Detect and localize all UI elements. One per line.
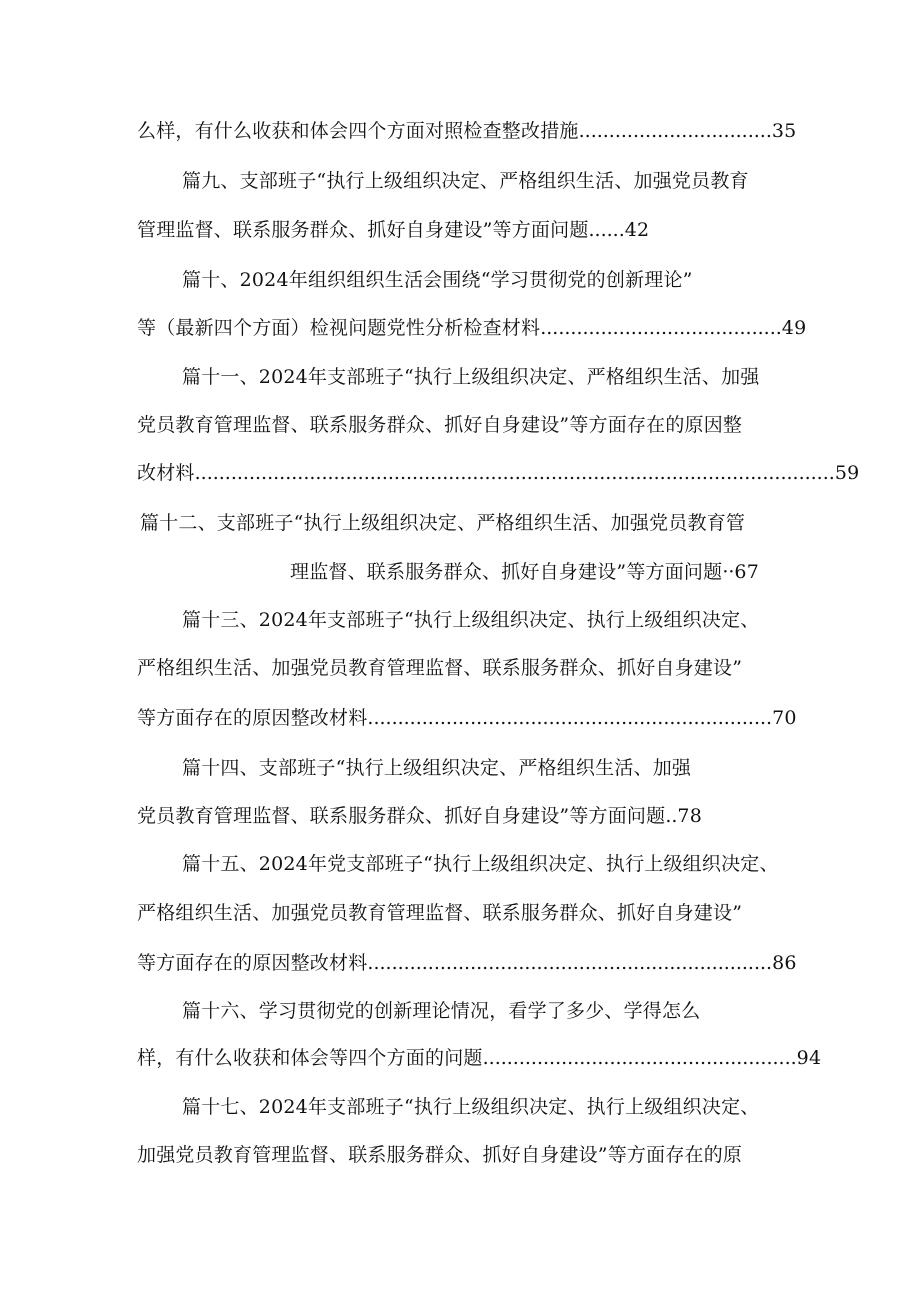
toc-line: 严格组织生活、加强党员教育管理监督、联系服务群众、抓好自身建设” — [137, 657, 743, 679]
toc-line: 理监督、联系服务群众、抓好自身建设”等方面问题··67 — [290, 561, 759, 583]
toc-line: 篇十、2024年组织组织生活会围绕“学习贯彻党的创新理论” — [182, 269, 693, 291]
toc-line: 样，有什么收获和体会等四个方面的问题....................................................94 — [137, 1047, 822, 1069]
toc-leader: ................................ — [578, 120, 772, 142]
toc-leader: ................................................................... — [367, 707, 773, 729]
toc-page-number: 86 — [772, 952, 797, 974]
toc-leader: ·· — [722, 561, 735, 583]
toc-line: 么样，有什么收获和体会四个方面对照检查整改措施................................35 — [137, 120, 797, 142]
toc-line: 篇十七、2024年支部班子“执行上级组织决定、执行上级组织决定、 — [182, 1096, 760, 1118]
toc-line: 改材料..........................................................................................................59 — [137, 462, 860, 484]
toc-line: 篇十四、支部班子“执行上级组织决定、严格组织生活、加强 — [182, 757, 692, 779]
toc-line: 管理监督、联系服务群众、抓好自身建设”等方面问题......42 — [137, 219, 650, 241]
toc-line: 党员教育管理监督、联系服务群众、抓好自身建设”等方面存在的原因整 — [137, 414, 743, 436]
toc-line: 党员教育管理监督、联系服务群众、抓好自身建设”等方面问题..78 — [137, 805, 702, 827]
toc-leader: .................................................... — [482, 1047, 797, 1069]
toc-line: 篇十六、学习贯彻党的创新理论情况，看学了多少、学得怎么 — [182, 1000, 701, 1022]
toc-leader: .. — [665, 805, 678, 827]
toc-leader: .......................................................................................................... — [194, 462, 835, 484]
toc-page-number: 35 — [771, 120, 797, 142]
toc-line: 篇九、支部班子“执行上级组织决定、严格组织生活、加强党员教育 — [182, 170, 749, 192]
toc-line: 篇十二、支部班子“执行上级组织决定、严格组织生活、加强党员教育管 — [140, 512, 746, 534]
toc-page-number: 70 — [772, 707, 797, 729]
toc-leader: ........................................ — [540, 317, 782, 339]
toc-page-number: 42 — [624, 219, 650, 241]
toc-line: 等方面存在的原因整改材料...................................................................86 — [137, 952, 797, 974]
toc-line: 加强党员教育管理监督、联系服务群众、抓好自身建设”等方面存在的原 — [137, 1144, 743, 1166]
toc-line: 严格组织生活、加强党员教育管理监督、联系服务群众、抓好自身建设” — [137, 902, 743, 924]
toc-page-number: 78 — [677, 805, 702, 827]
toc-line: 篇十三、2024年支部班子“执行上级组织决定、执行上级组织决定、 — [182, 609, 760, 631]
toc-line: 篇十五、2024年党支部班子“执行上级组织决定、执行上级组织决定、 — [182, 853, 779, 875]
toc-leader: ................................................................... — [367, 952, 773, 974]
toc-page-number: 49 — [781, 317, 807, 339]
toc-page-number: 67 — [734, 561, 759, 583]
toc-line: 篇十一、2024年支部班子“执行上级组织决定、严格组织生活、加强 — [182, 366, 760, 388]
toc-line: 等方面存在的原因整改材料...................................................................70 — [137, 707, 797, 729]
toc-page-number: 94 — [796, 1047, 822, 1069]
toc-leader: ...... — [588, 219, 625, 241]
toc-line: 等（最新四个方面）检视问题党性分析检查材料........................................49 — [137, 317, 807, 339]
toc-page-number: 59 — [834, 462, 860, 484]
